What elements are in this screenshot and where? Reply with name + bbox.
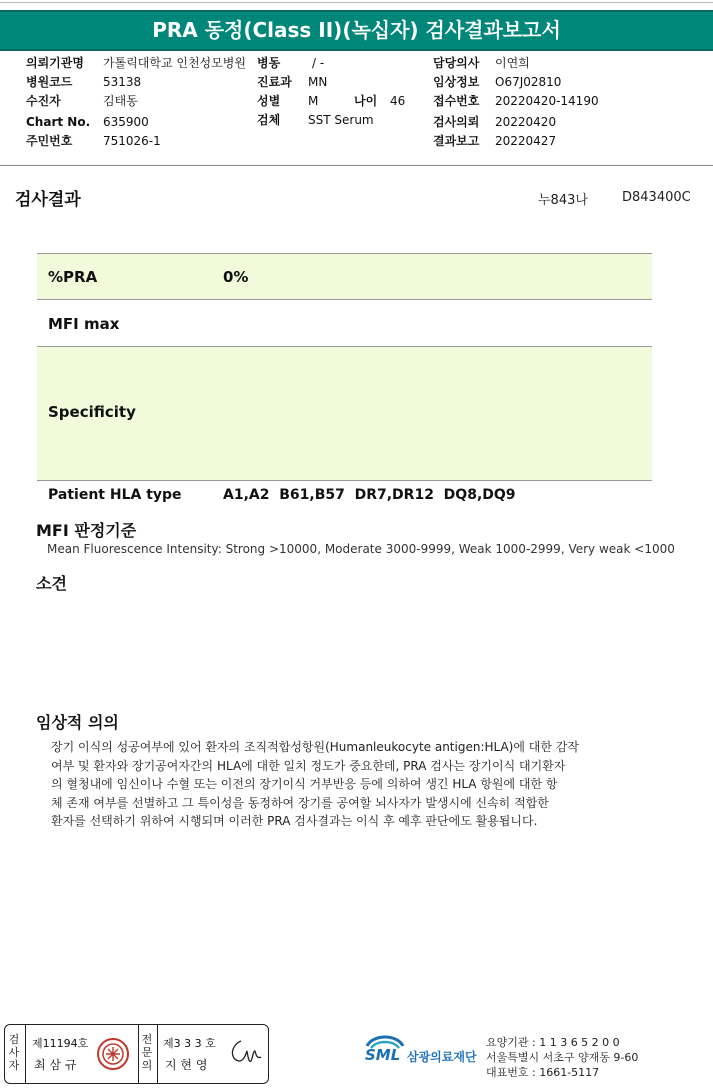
examinee-value: 김태동 (103, 94, 138, 108)
chart-no-value: 635900 (103, 115, 149, 129)
sex-label: 성별 (257, 94, 281, 108)
seal-icon (96, 1037, 130, 1071)
hospital-code-label: 병원코드 (26, 75, 73, 89)
request-date-value: 20220420 (495, 115, 557, 129)
divider (25, 1025, 26, 1083)
examiner-name: 최 삼 규 (34, 1058, 77, 1072)
specificity-row (37, 347, 652, 480)
mfi-label: MFI max (48, 315, 120, 333)
report-date-value: 20220427 (495, 134, 557, 148)
examinee-label: 수진자 (26, 94, 61, 108)
clinical-line: 의 혈청내에 임신이나 수혈 또는 이전의 장기이식 거부반응 등에 의하여 생긴 HLA 항원에 대한 항 (51, 777, 558, 791)
findings-title: 소견 (36, 574, 67, 593)
age-value: 46 (390, 94, 406, 108)
hospital-code-value: 53138 (103, 75, 142, 89)
doctor-label: 담당의사 (433, 56, 480, 70)
sml-logo-text: SML (365, 1046, 401, 1064)
clinical-info-value: O67J02810 (495, 75, 562, 89)
org-name: 삼광의료재단 (407, 1050, 477, 1064)
ward-label: 병동 (257, 56, 281, 70)
institution-value: 가톨릭대학교 인천성모병원 (103, 56, 246, 70)
mfi-criteria-text: Mean Fluorescence Intensity: Strong >10000, Moderate 3000-9999, Weak 1000-2999, Very weak <1000 (47, 542, 675, 556)
report-title: PRA 동정(Class II)(녹십자) 검사결과보고서 (0, 10, 713, 51)
specimen-label: 검체 (257, 113, 281, 127)
specificity-label: Specificity (48, 403, 136, 421)
specialist-name: 지 현 영 (165, 1058, 208, 1072)
clinical-significance-title: 임상적 의의 (36, 713, 119, 732)
patient-info (0, 54, 713, 154)
specialist-license-no: 제3 3 3 호 (163, 1037, 216, 1050)
dept-label: 진료과 (257, 75, 292, 89)
phone: 대표번호 : 1661-5117 (486, 1066, 600, 1079)
dept-value: MN (308, 75, 328, 89)
clinical-info-label: 임상정보 (433, 75, 480, 89)
divider (157, 1025, 158, 1083)
pra-label: %PRA (48, 268, 98, 286)
ward-value: / - (312, 56, 325, 70)
hla-row (37, 481, 652, 509)
specialist-vertical-label: 전문의 (141, 1033, 153, 1072)
signature-box (4, 1024, 269, 1084)
divider (138, 1025, 139, 1083)
header-divider (0, 165, 713, 166)
clinical-line: 여부 및 환자와 장기공여자간의 HLA에 대한 일치 정도가 중요한데, PRA 검사는 장기이식 대기환자 (51, 758, 566, 773)
chart-no-label: Chart No. (26, 115, 91, 129)
hla-value: A1,A2 B61,B57 DR7,DR12 DQ8,DQ9 (223, 487, 516, 503)
pra-row (37, 254, 652, 299)
resident-no-value: 751026-1 (103, 134, 161, 148)
institution-label: 의뢰기관명 (26, 56, 84, 70)
signature-icon (227, 1037, 263, 1067)
hla-label: Patient HLA type (48, 487, 182, 503)
care-org-no: 요양기관 : 1 1 3 6 5 2 0 0 (486, 1036, 620, 1049)
sex-value: M (308, 94, 319, 108)
mfi-criteria-title: MFI 판정기준 (36, 521, 137, 540)
doctor-value: 이연희 (495, 56, 530, 70)
clinical-line: 환자를 선택하기 위하여 시행되며 이러한 PRA 검사결과는 이식 후 예후 판단에도 활용됩니다. (51, 814, 538, 828)
clinical-line: 장기 이식의 성공여부에 있어 환자의 조직적합성항원(Humanleukocyte antigen:HLA)에 대한 감작 (51, 740, 579, 754)
receipt-no-value: 20220420-14190 (495, 94, 599, 108)
resident-no-label: 주민번호 (26, 134, 73, 148)
examiner-license-no: 제11194호 (32, 1037, 89, 1050)
top-rule (0, 2, 713, 3)
receipt-no-label: 접수번호 (433, 94, 480, 108)
mfi-row (37, 300, 652, 345)
address: 서울특별시 서초구 양재동 9-60 (486, 1051, 639, 1064)
clinical-line: 체 존재 여부를 선별하고 그 특이성을 동정하여 장기를 공여할 뇌사자가 발생시에 신속히 적합한 (51, 795, 549, 810)
clinical-significance-text (51, 738, 651, 831)
request-date-label: 검사의뢰 (433, 115, 480, 129)
specimen-value: SST Serum (308, 113, 374, 127)
pra-value: 0% (223, 268, 249, 286)
report-date-label: 결과보고 (433, 134, 480, 148)
results-section-title: 검사결과 (15, 190, 81, 210)
age-label: 나이 (354, 94, 378, 108)
examiner-vertical-label: 검사자 (8, 1033, 20, 1072)
result-code-2: D843400C (622, 190, 691, 205)
result-code-1: 누843나 (538, 193, 588, 208)
